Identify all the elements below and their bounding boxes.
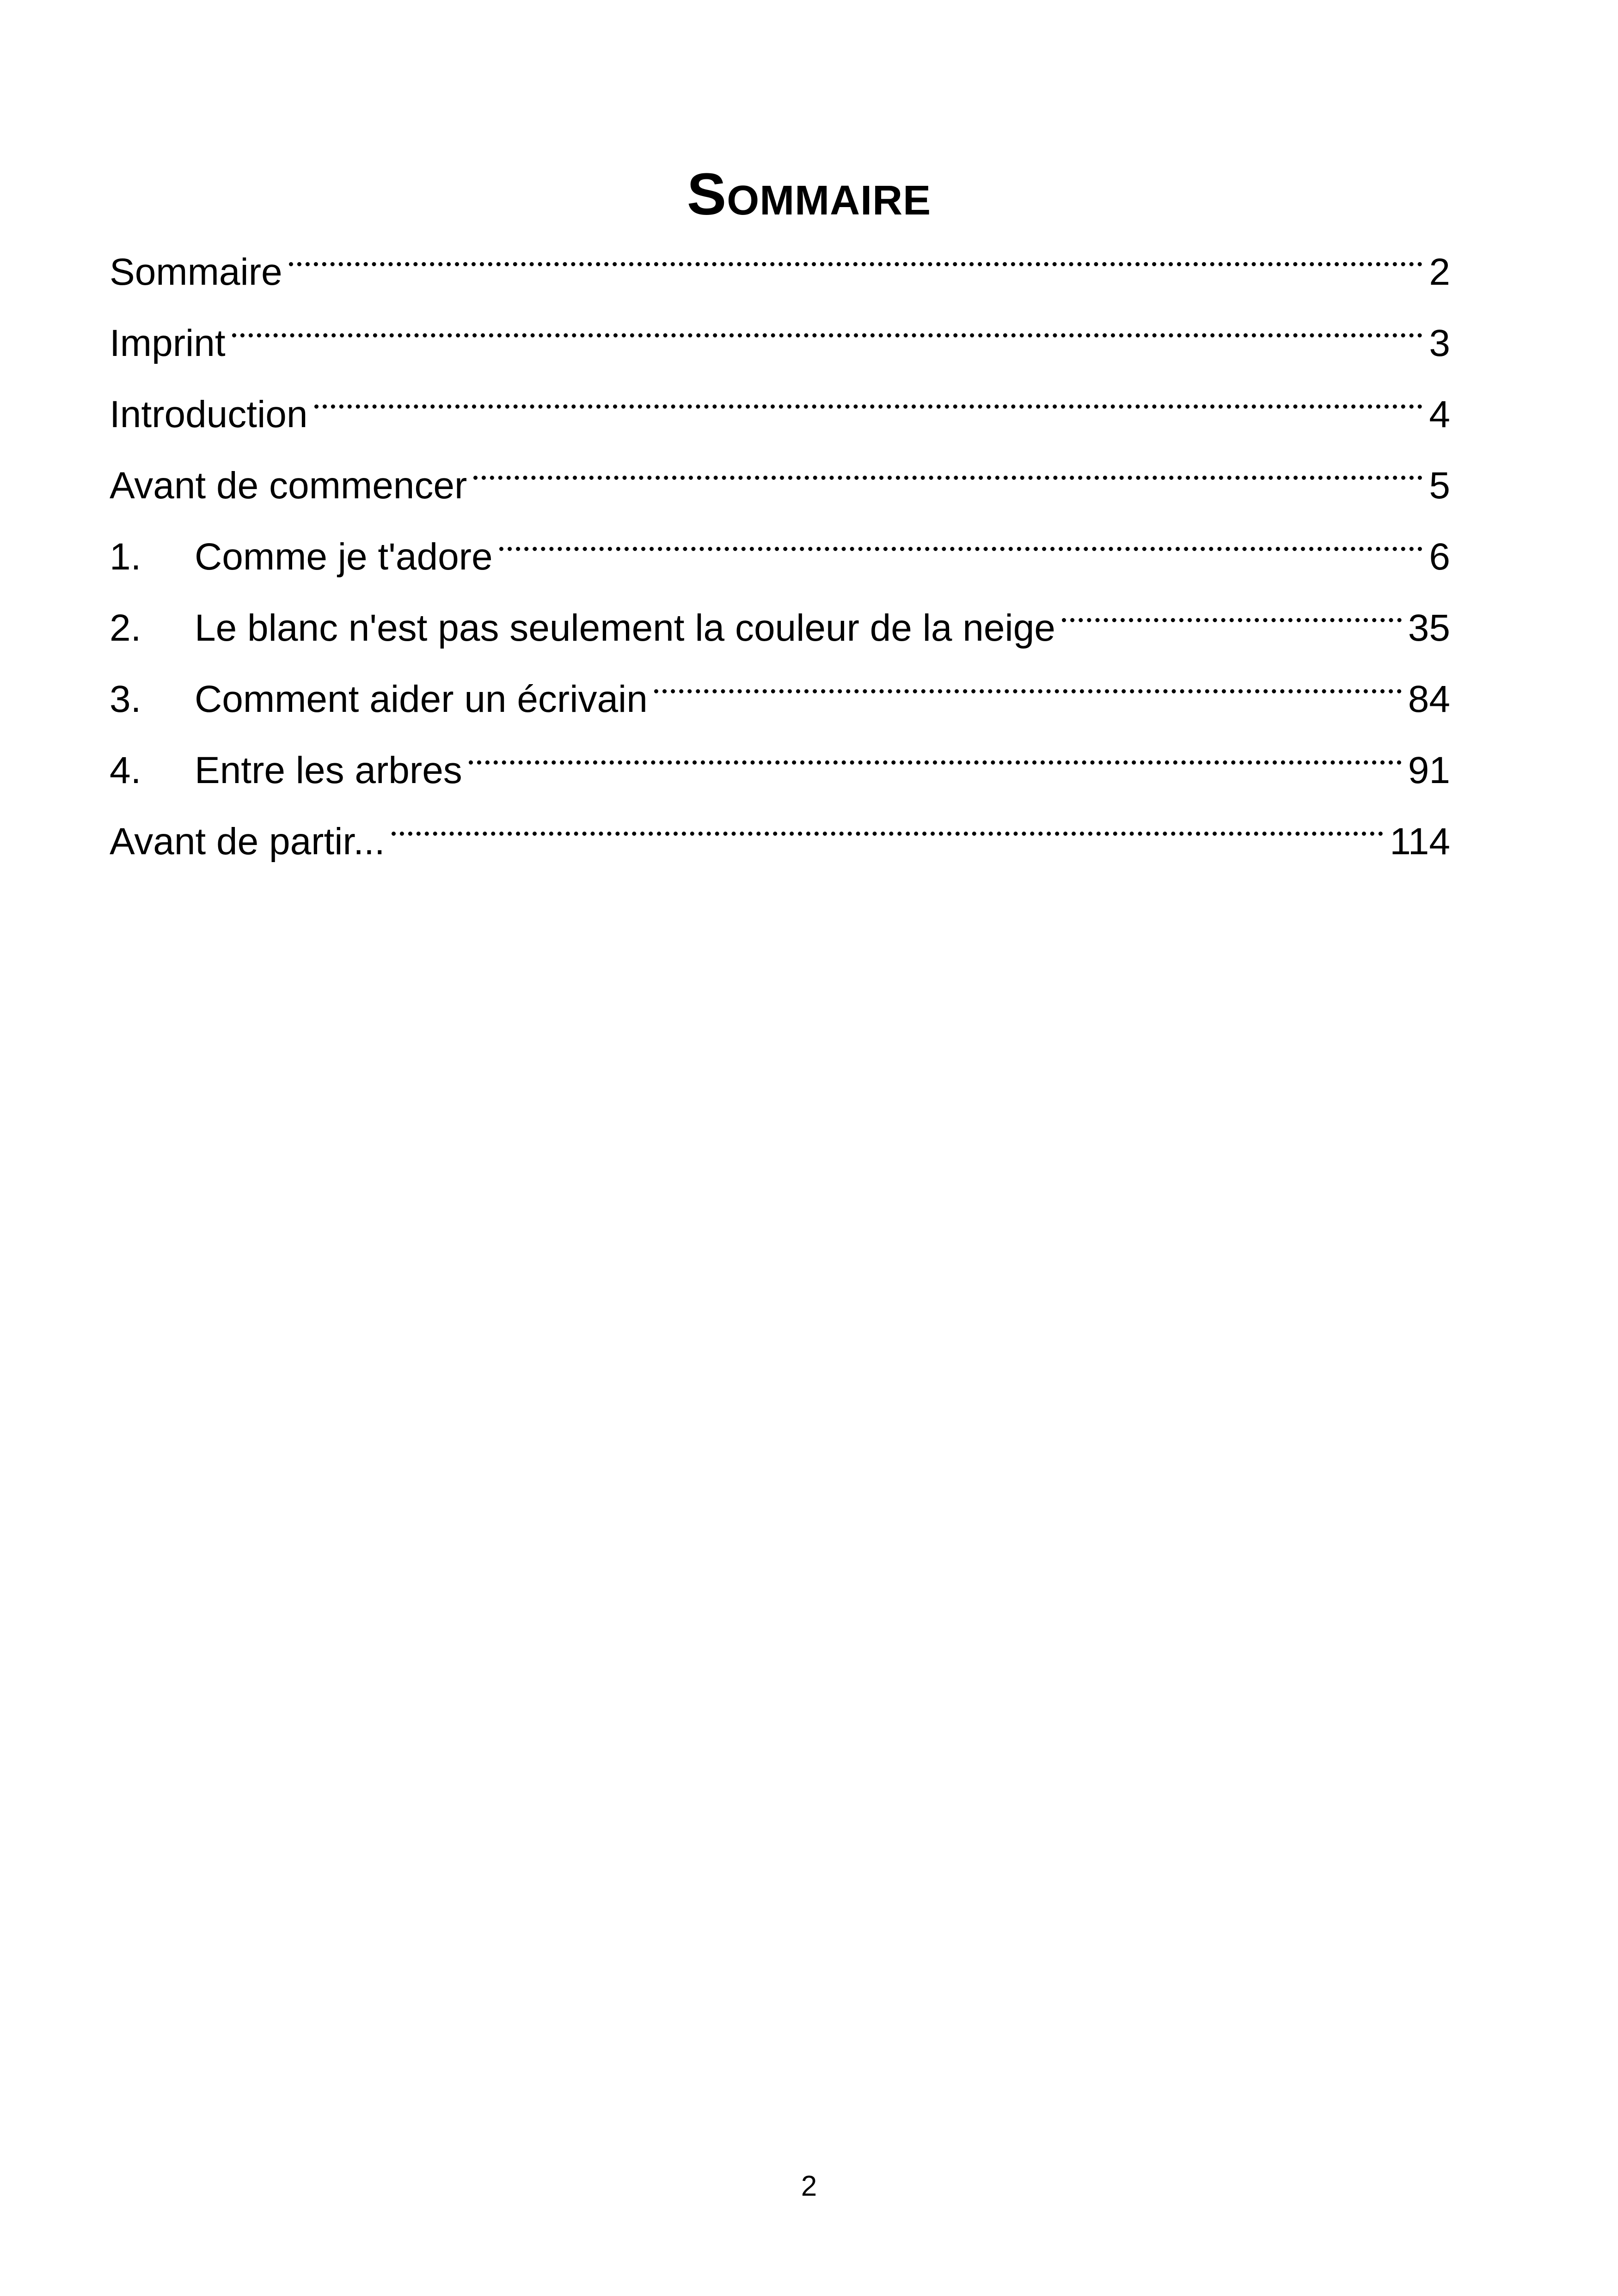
toc-entry-chapter-2[interactable] [110,569,1450,649]
toc-entry-title: Sommaire [110,251,282,293]
toc-entry-title: Comment aider un écrivain [195,678,648,720]
toc-entry-avant-de-commencer[interactable] [110,427,1450,507]
page-number: 2 [801,2170,817,2202]
table-of-contents [110,214,1450,863]
toc-entry-introduction[interactable] [110,356,1450,435]
toc-entry-sommaire[interactable] [110,214,1450,293]
dot-leader [289,214,1423,285]
toc-entry-page: 3 [1429,322,1450,364]
toc-entry-page: 35 [1408,607,1450,649]
toc-entry-number: 1. [110,536,141,578]
dot-leader [654,641,1402,712]
dot-leader [232,285,1423,356]
toc-entry-title: Imprint [110,322,226,364]
toc-entry-page: 2 [1429,251,1450,293]
toc-entry-avant-de-partir[interactable] [110,783,1450,863]
toc-entry-page: 4 [1429,393,1450,435]
toc-entry-title: Avant de partir... [110,820,385,863]
toc-entry-chapter-3[interactable] [110,641,1450,720]
page-title: Sommaire [686,161,932,227]
toc-entry-title: Le blanc n'est pas seulement la couleur de la neige [195,607,1055,649]
toc-entry-chapter-4[interactable] [110,712,1450,791]
dot-leader [473,427,1422,498]
dot-leader [499,498,1423,569]
dot-leader [314,356,1423,427]
toc-entry-number: 3. [110,678,141,720]
toc-entry-page: 5 [1429,465,1450,507]
toc-entry-imprint[interactable] [110,285,1450,364]
toc-entry-title: Introduction [110,393,308,435]
toc-entry-page: 6 [1429,536,1450,578]
toc-entry-number: 2. [110,607,141,649]
toc-entry-page: 114 [1390,820,1450,863]
toc-entry-title: Avant de commencer [110,465,467,507]
toc-entry-page: 84 [1408,678,1450,720]
toc-entry-title: Comme je t'adore [195,536,493,578]
dot-leader [392,783,1384,854]
dot-leader [1062,569,1402,641]
dot-leader [469,712,1402,783]
toc-entry-title: Entre les arbres [195,749,462,791]
toc-entry-number: 4. [110,749,141,791]
toc-entry-chapter-1[interactable] [110,498,1450,578]
toc-entry-page: 91 [1408,749,1450,791]
